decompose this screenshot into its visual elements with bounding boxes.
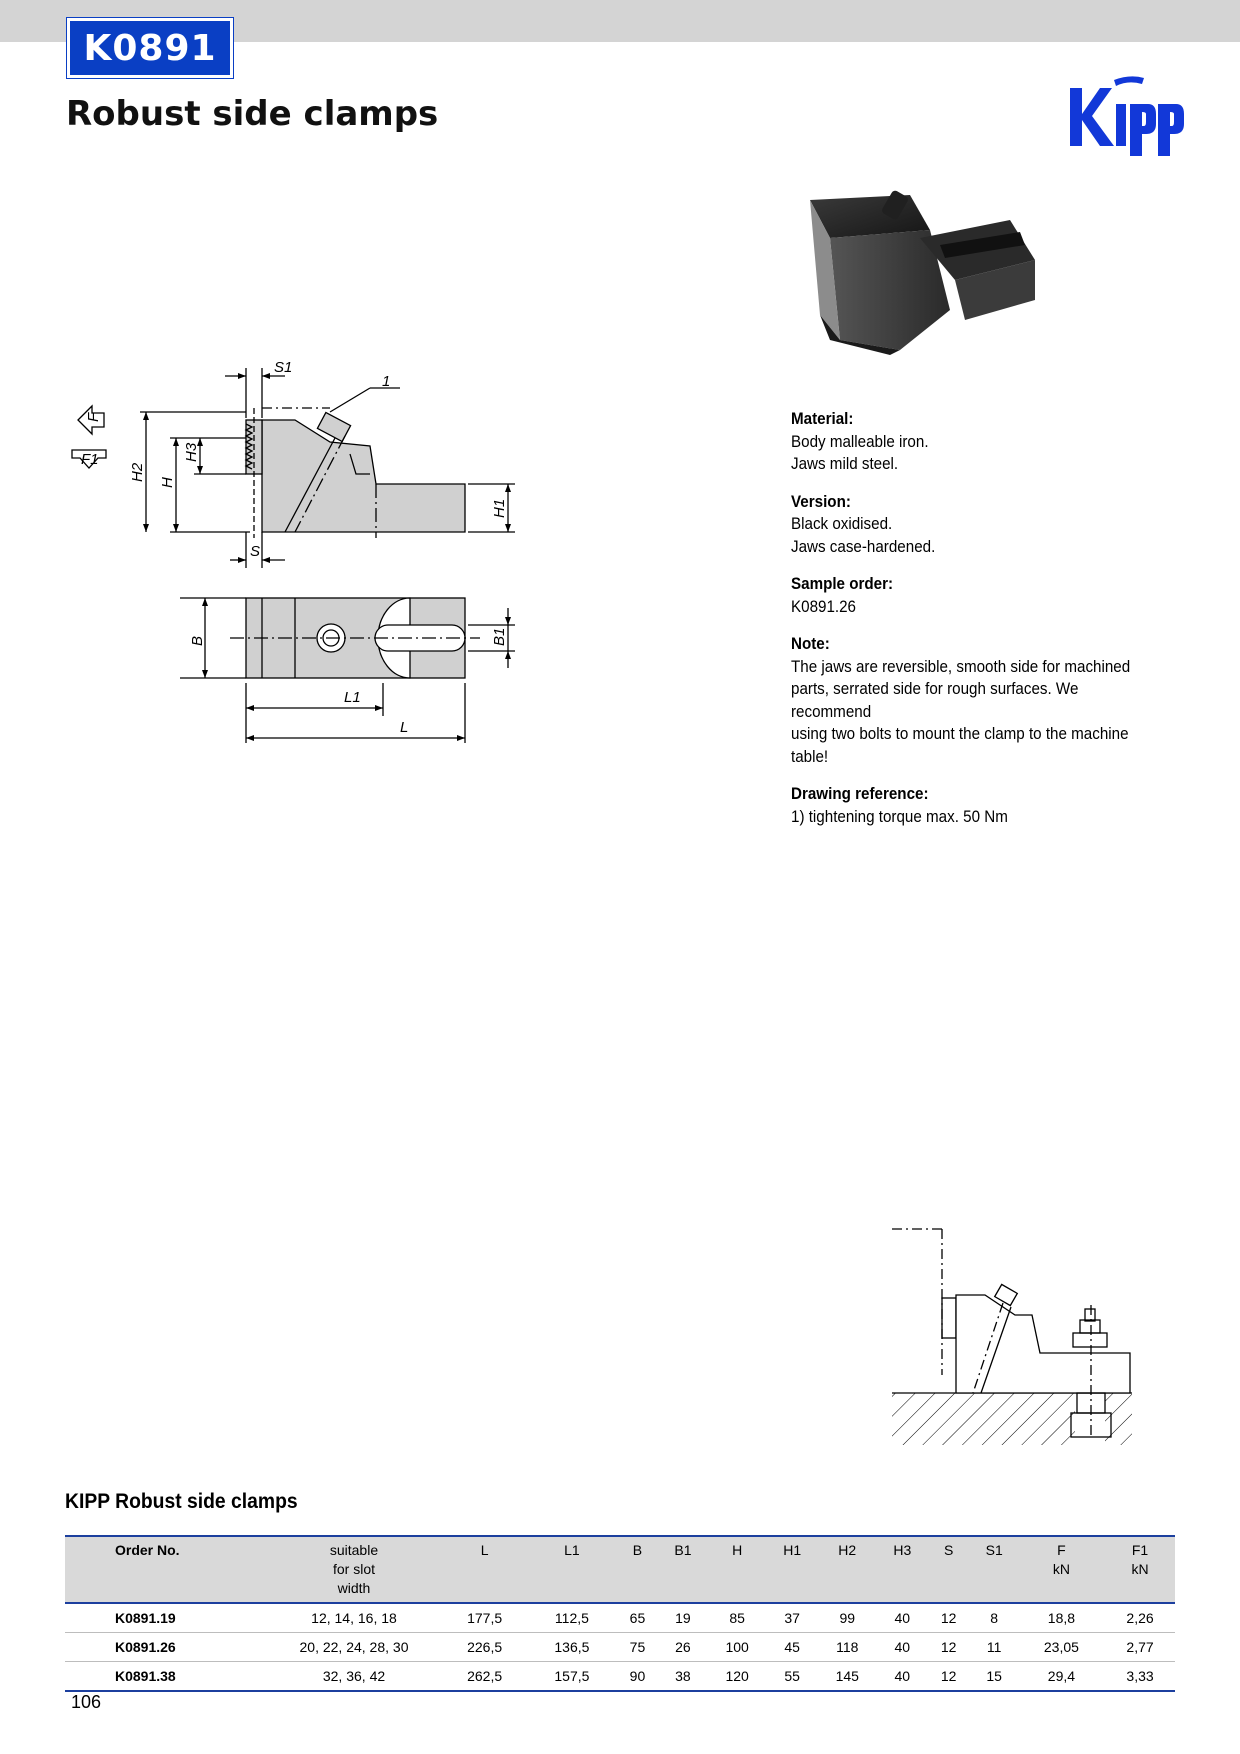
- spec-label: Version:: [791, 492, 851, 511]
- col-h: H: [707, 1536, 768, 1603]
- dimensions-table: [65, 1535, 1175, 1692]
- table-cell: 3,33: [1105, 1662, 1175, 1692]
- kipp-logo: [1070, 74, 1190, 158]
- spec-text: parts, serrated side for rough surfaces. We recommend: [791, 680, 1079, 721]
- table-cell: 37: [768, 1603, 817, 1633]
- spec-label: Note:: [791, 635, 830, 653]
- label-s1: S1: [274, 359, 293, 376]
- spec-text: using two bolts to mount the clamp to the machine: [791, 725, 1129, 743]
- spec-text: The jaws are reversible, smooth side for machined: [791, 657, 1131, 676]
- label-force-f1: F1: [81, 451, 99, 468]
- col-l: L: [441, 1536, 528, 1603]
- spec-text: K0891.26: [791, 597, 857, 616]
- table-row: [65, 1662, 1175, 1692]
- col-s: S: [927, 1536, 971, 1603]
- table-cell: 40: [878, 1633, 927, 1662]
- specifications: [791, 408, 1159, 843]
- spec-text: 1) tightening torque max. 50 Nm: [791, 807, 1008, 826]
- table-cell: 226,5: [441, 1633, 528, 1662]
- label-h2: H2: [129, 462, 146, 482]
- table-cell: 75: [616, 1633, 660, 1662]
- table-cell: K0891.19: [65, 1603, 267, 1633]
- table-cell: 145: [817, 1662, 878, 1692]
- label-b1: B1: [491, 627, 508, 646]
- table-cell: 120: [707, 1662, 768, 1692]
- col-f1: F1 kN: [1105, 1536, 1175, 1603]
- table-cell: 38: [659, 1662, 706, 1692]
- table-body: [65, 1603, 1175, 1691]
- table-cell: 15: [971, 1662, 1018, 1692]
- spec-label: Sample order:: [791, 575, 894, 593]
- table-cell: 157,5: [528, 1662, 615, 1692]
- table-cell: 11: [971, 1633, 1018, 1662]
- spec-text: Jaws mild steel.: [791, 455, 899, 473]
- page-number: 106: [71, 1692, 102, 1712]
- label-force-f: F: [85, 412, 102, 422]
- col-h3: H3: [878, 1536, 927, 1603]
- table-cell: 20, 22, 24, 28, 30: [267, 1633, 441, 1662]
- label-l1: L1: [344, 689, 361, 706]
- page-title: Robust side clamps: [66, 94, 439, 134]
- table-cell: 26: [659, 1633, 706, 1662]
- label-b: B: [189, 635, 206, 646]
- product-photo: [790, 190, 1050, 360]
- table-cell: 40: [878, 1662, 927, 1692]
- label-h3: H3: [183, 442, 200, 462]
- table-cell: K0891.38: [65, 1662, 267, 1692]
- spec-text: Black oxidised.: [791, 515, 893, 533]
- table-cell: 136,5: [528, 1633, 615, 1662]
- table-cell: 2,26: [1105, 1603, 1175, 1633]
- spec-material: [791, 408, 1159, 476]
- label-h: H: [159, 477, 176, 488]
- spec-sample-order: [791, 573, 1159, 618]
- table-cell: 45: [768, 1633, 817, 1662]
- table-cell: 100: [707, 1633, 768, 1662]
- col-s1: S1: [971, 1536, 1018, 1603]
- col-h1: H1: [768, 1536, 817, 1603]
- spec-text: Jaws case-hardened.: [791, 537, 936, 556]
- table-cell: K0891.26: [65, 1633, 267, 1662]
- table-cell: 2,77: [1105, 1633, 1175, 1662]
- table-cell: 40: [878, 1603, 927, 1633]
- col-b: B: [616, 1536, 660, 1603]
- table-cell: 177,5: [441, 1603, 528, 1633]
- table-cell: 112,5: [528, 1603, 615, 1633]
- col-order-no: Order No.: [65, 1536, 267, 1603]
- spec-label: Material:: [791, 410, 854, 428]
- table-cell: 118: [817, 1633, 878, 1662]
- table-cell: 90: [616, 1662, 660, 1692]
- table-row: [65, 1633, 1175, 1662]
- product-code-badge: K0891: [67, 18, 233, 78]
- table-cell: 262,5: [441, 1662, 528, 1692]
- label-h1: H1: [491, 498, 508, 518]
- spec-note: [791, 633, 1159, 768]
- table-row: [65, 1603, 1175, 1633]
- label-l: L: [400, 719, 409, 736]
- mounting-diagram: [885, 1225, 1135, 1450]
- table-title: KIPP Robust side clamps: [65, 1490, 298, 1513]
- spec-version: [791, 491, 1159, 559]
- table-cell: 99: [817, 1603, 878, 1633]
- table-header-row: [65, 1536, 1175, 1603]
- spec-text: Body malleable iron.: [791, 432, 929, 451]
- spec-text: table!: [791, 747, 829, 766]
- col-h2: H2: [817, 1536, 878, 1603]
- table-cell: 12: [927, 1603, 971, 1633]
- dimension-drawing: [70, 359, 570, 838]
- table-cell: 65: [616, 1603, 660, 1633]
- table-cell: 85: [707, 1603, 768, 1633]
- col-f: F kN: [1018, 1536, 1105, 1603]
- table-cell: 55: [768, 1662, 817, 1692]
- table-cell: 19: [659, 1603, 706, 1633]
- table-cell: 18,8: [1018, 1603, 1105, 1633]
- label-ref-1: 1: [382, 373, 391, 390]
- table-cell: 12: [927, 1662, 971, 1692]
- col-l1: L1: [528, 1536, 615, 1603]
- table-cell: 12: [927, 1633, 971, 1662]
- table-cell: 12, 14, 16, 18: [267, 1603, 441, 1633]
- table-cell: 29,4: [1018, 1662, 1105, 1692]
- label-s: S: [250, 543, 261, 560]
- col-slot-width: suitable for slot width: [267, 1536, 441, 1603]
- spec-drawing-reference: [791, 783, 1159, 828]
- spec-label: Drawing reference:: [791, 785, 929, 803]
- table-cell: 32, 36, 42: [267, 1662, 441, 1692]
- table-cell: 23,05: [1018, 1633, 1105, 1662]
- table-cell: 8: [971, 1603, 1018, 1633]
- col-b1: B1: [659, 1536, 706, 1603]
